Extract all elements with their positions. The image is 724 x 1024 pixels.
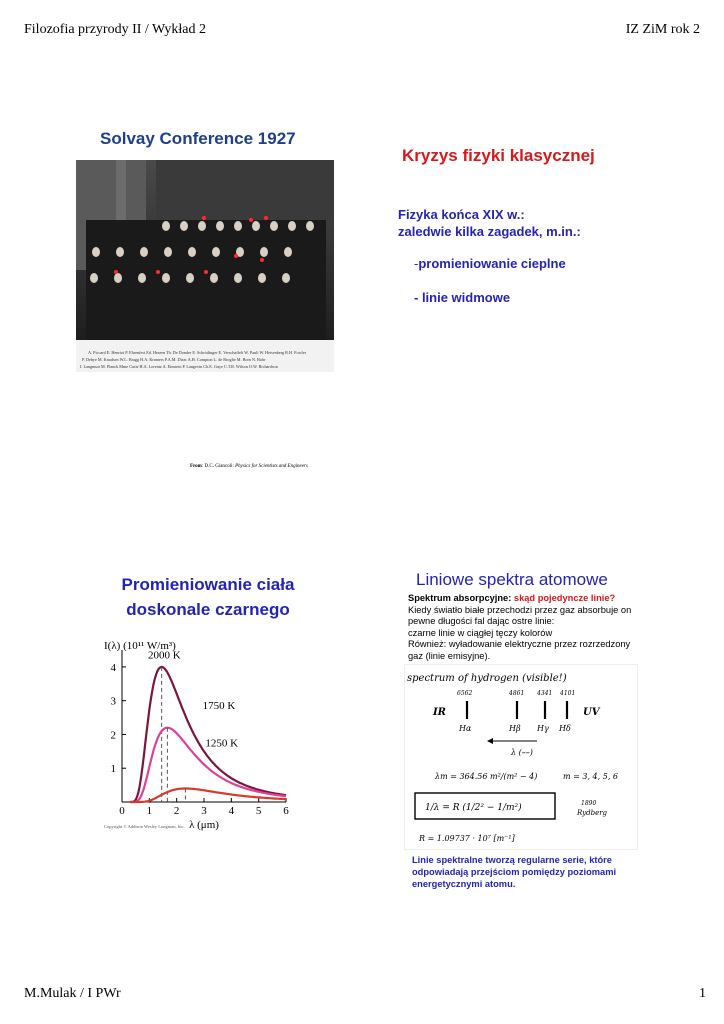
slide3-title-line2: doskonale czarnego — [126, 600, 290, 619]
slide4-title: Liniowe spektra atomowe — [416, 570, 608, 589]
solvay-photo-image — [76, 160, 334, 372]
slide2-intro — [398, 206, 581, 240]
hand-hd: Hδ — [559, 724, 571, 733]
face — [116, 247, 124, 257]
face — [186, 273, 194, 283]
source-book: Physics for Scientists and Engineers — [235, 464, 308, 469]
p1-label: Spektrum absorpcyjne: — [408, 593, 514, 603]
hand-6562: 6562 — [457, 690, 473, 697]
series-label-2: 1250 K — [205, 737, 239, 750]
hand-uv: UV — [583, 707, 600, 718]
x-tick-label: 1 — [146, 805, 153, 817]
face — [234, 221, 242, 231]
face — [260, 247, 268, 257]
slide2-bullet1 — [414, 256, 566, 271]
page-number: 1 — [699, 986, 706, 1001]
hand-hg: Hγ — [537, 724, 549, 733]
photo-caption-row1: A. Piccard E. Henriot P. Ehrenfest Ed. Herzen Th. De Donder E. Schrödinger E. Verschaffelt W. Pauli W. Heisenberg R.H. Fowler — [88, 350, 306, 355]
p1-highlight: skąd pojedyncze linie? — [513, 593, 616, 603]
solvay-photo — [76, 160, 334, 372]
hand-m-values: m = 3, 4, 5, 6 — [563, 772, 618, 781]
photo-caption-row2: P. Debye M. Knudsen W.L. Bragg H.A. Kramers P.A.M. Dirac A.H. Compton L. de Broglie M. Born N. Bohr — [82, 357, 266, 362]
hand-ir: IR — [433, 707, 446, 718]
slide3-title — [90, 572, 326, 622]
x-tick-label: 0 — [119, 805, 125, 817]
slide2-line2: zaledwie kilka zagadek, m.in.: — [398, 224, 581, 239]
face — [162, 273, 170, 283]
photo-source — [190, 464, 308, 469]
y-tick-label: 1 — [110, 763, 116, 776]
hand-arrow-head — [487, 738, 493, 744]
face — [92, 247, 100, 257]
hand-formula3: R = 1.09737 · 10⁷ [m⁻¹] — [419, 834, 515, 843]
face — [210, 273, 218, 283]
series-label-1: 1750 K — [202, 700, 236, 713]
bullet1-dash: - — [414, 256, 419, 271]
y-tick-label: 2 — [110, 729, 116, 742]
x-tick-label: 4 — [228, 805, 235, 817]
hand-lambda: λ (––) — [511, 748, 533, 757]
blackbody-chart — [96, 636, 306, 832]
hand-4101: 4101 — [560, 690, 576, 697]
face — [180, 221, 188, 231]
hand-formula1: λm = 364.56 m²/(m² − 4) — [435, 772, 538, 781]
face — [284, 247, 292, 257]
face — [306, 221, 314, 231]
hydrogen-notes — [404, 664, 638, 850]
face — [288, 221, 296, 231]
slide4-text — [408, 593, 644, 663]
face — [164, 247, 172, 257]
hand-rydberg: Rydberg — [577, 809, 608, 817]
x-axis-label: λ (μm) — [189, 819, 219, 831]
slide3-title-line1: Promieniowanie ciała — [121, 575, 295, 594]
slide2-bullet2: - linie widmowe — [414, 290, 511, 305]
face — [90, 273, 98, 283]
face — [270, 221, 278, 231]
face — [162, 221, 170, 231]
page-header-left: Filozofia przyrody II / Wykład 2 — [24, 22, 207, 37]
face — [198, 221, 206, 231]
series-line-0 — [130, 667, 286, 802]
page-header-right: IZ ZiM rok 2 — [625, 22, 700, 37]
slide4-p3: Również: wyładowanie elektryczne przez rozrzedzony gaz (linie emisyjne). — [408, 639, 631, 661]
face — [188, 247, 196, 257]
y-tick-label: 4 — [110, 661, 116, 674]
series-label-0: 2000 K — [148, 649, 181, 662]
hand-4341: 4341 — [537, 690, 553, 697]
hand-formula2: 1/λ = R (1/2² − 1/m²) — [425, 803, 522, 813]
x-tick-label: 5 — [255, 805, 262, 817]
slide4-note: Linie spektralne tworzą regularne serie, które odpowiadają przejściom pomiędzy poziomami energetycznymi atomu. — [412, 855, 617, 889]
hand-4861: 4861 — [509, 690, 525, 697]
y-tick-label: 3 — [110, 695, 116, 708]
hand-hb: Hβ — [509, 724, 521, 733]
face — [252, 221, 260, 231]
bullet1-text: promieniowanie cieplne — [418, 256, 566, 271]
slide4-p1-rest: Kiedy światło białe przechodzi przez gaz absorbuje on pewne długości fal dając ostre linie: — [408, 604, 632, 627]
face — [114, 273, 122, 283]
face — [282, 273, 290, 283]
face — [258, 273, 266, 283]
page-footer-left: M.Mulak / I PWr — [24, 986, 121, 1001]
chart-copyright: Copyright © Addison Wesley Longman, Inc. — [104, 824, 185, 829]
face — [234, 273, 242, 283]
photo-caption-row3: I. Langmuir M. Planck Mme Curie H.A. Lorentz A. Einstein P. Langevin Ch.E. Guye C.T.R. Wilson O.W. Richardson — [80, 364, 278, 369]
face — [212, 247, 220, 257]
slide4-p1 — [408, 593, 644, 605]
face — [138, 273, 146, 283]
face — [216, 221, 224, 231]
slide1-title: Solvay Conference 1927 — [100, 129, 296, 148]
x-tick-label: 3 — [201, 805, 207, 817]
slide2-title: Kryzys fizyki klasycznej — [402, 146, 595, 165]
hand-ha: Hα — [459, 724, 472, 733]
slide2-line1: Fizyka końca XIX w.: — [398, 207, 525, 222]
x-tick-label: 2 — [173, 805, 180, 817]
x-tick-label: 6 — [283, 805, 289, 817]
face — [140, 247, 148, 257]
y-axis-label: I(λ) (10¹¹ W/m³) — [104, 640, 176, 652]
hydrogen-notes-drawing — [405, 665, 637, 849]
source-text: : D.C. Giancoli: — [201, 464, 236, 469]
hand-title: spectrum of hydrogen (visible!) — [407, 673, 567, 684]
hand-year: 1890 — [581, 800, 597, 807]
source-label: From — [190, 464, 202, 469]
slide4-p2: czarne linie w ciągłej tęczy kolorów — [408, 627, 553, 638]
